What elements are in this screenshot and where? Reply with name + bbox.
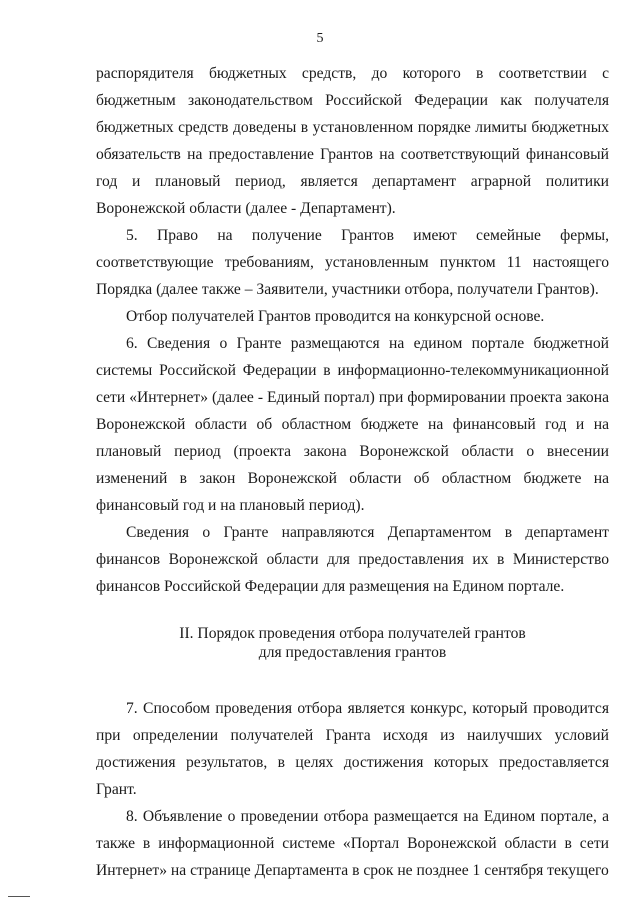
section-heading-line-1: II. Порядок проведения отбора получателей грантов xyxy=(179,625,526,642)
paragraph-continuation: распорядителя бюджетных средств, до которого в соответствии с бюджетным законодательством Российской Федерации как получателя бюджетных средств доведены в установленном порядке лимиты бюджетных обязательств на предоставление Грантов на соответствующий финансовый год и плановый период, является департамент аграрной политики Воронежской области (далее - Департамент). xyxy=(96,65,609,217)
section-heading-line-2: для предоставления грантов xyxy=(258,644,447,661)
paragraph-item-6: 6. Сведения о Гранте размещаются на едином портале бюджетной системы Российской Федерации в информационно-телекоммуникационной сети «Интернет» (далее - Единый портал) при формировании проекта закона Воронежской области об областном бюджете на финансовый год и на плановый период (проекта закона Воронежской области о внесении изменений в закон Воронежской области об областном бюджете на финансовый год и на плановый период). xyxy=(96,335,609,514)
document-body xyxy=(96,60,609,884)
paragraph-selection-basis: Отбор получателей Грантов проводится на конкурсной основе. xyxy=(126,308,545,325)
paragraph-item-5: 5. Право на получение Грантов имеют семейные фермы, соответствующие требованиям, установленным пунктом 11 настоящего Порядка (далее также – Заявители, участники отбора, получатели Грантов). xyxy=(96,227,609,298)
paragraph-item-8: 8. Объявление о проведении отбора размещается на Едином портале, а также в информационной системе «Портал Воронежской области в сети Интернет» на странице Департамента в срок не позднее 1 сентября текущего xyxy=(96,808,609,879)
paragraph-grant-info-sending: Сведения о Гранте направляются Департаментом в департамент финансов Воронежской области для предоставления их в Министерство финансов Российской Федерации для размещения на Едином портале. xyxy=(96,524,609,595)
page-number: 5 xyxy=(316,31,324,46)
section-heading xyxy=(96,624,609,662)
paragraph-item-7: 7. Способом проведения отбора является конкурс, который проводится при определении получателей Гранта исходя из наилучших условий достижения результатов, в целях достижения которых предоставляется Грант. xyxy=(96,700,609,798)
scan-edge-mark xyxy=(8,896,30,897)
